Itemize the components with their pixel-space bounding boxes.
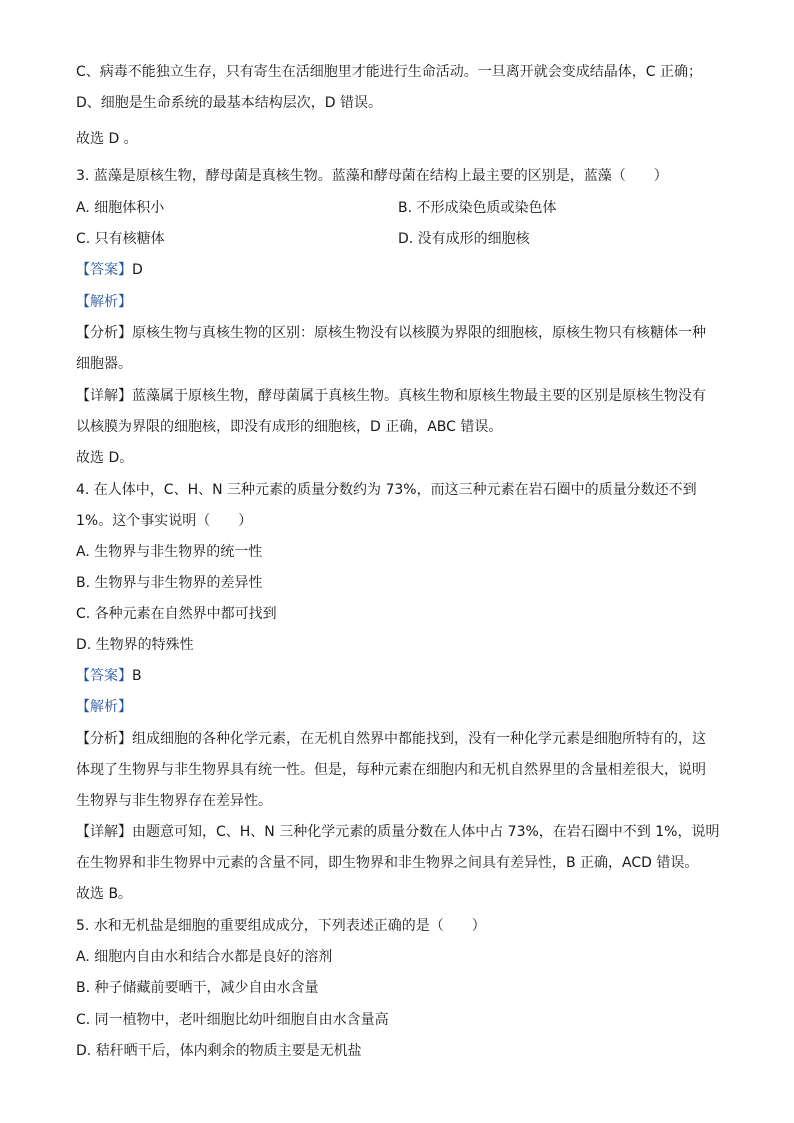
analysis-4-line — [76, 730, 706, 748]
question-5-option-a: A. 细胞内自由水和结合水都是良好的溶剂 — [76, 949, 333, 965]
analysis-3-line: 细胞器。 — [76, 356, 132, 372]
detail-4-line: 在生物界和非生物界中元素的含量不同，即生物界和非生物界之间具有差异性，B 正确，ACD 错误。 — [76, 855, 699, 871]
question-5-option-d: D. 秸秆晒干后，体内剩余的物质主要是无机盐 — [76, 1043, 362, 1059]
detail-4-line — [76, 823, 719, 841]
detail-4-line: 故选 B。 — [76, 886, 133, 902]
text-line: D、细胞是生命系统的最基本结构层次，D 错误。 — [76, 95, 383, 111]
question-4-option-d: D. 生物界的特殊性 — [76, 637, 194, 653]
analysis-text: 原核生物与真核生物的区别：原核生物没有以核膜为界限的细胞核，原核生物只有核糖体一种 — [132, 325, 706, 341]
answer-3 — [76, 261, 143, 279]
question-3-option-b: B. 不形成染色质或染色体 — [398, 200, 557, 216]
answer-tag: 【答案】 — [76, 262, 132, 278]
analysis-tag: 【分析】 — [76, 325, 132, 341]
detail-text: 由题意可知，C、H、N 三种化学元素的质量分数在人体中占 73%，在岩石圈中不到 1%，说明 — [132, 824, 720, 840]
question-3-option-a: A. 细胞体积小 — [76, 200, 165, 216]
question-5-option-b: B. 种子储藏前要晒干，减少自由水含量 — [76, 980, 319, 996]
analysis-3-line — [76, 324, 706, 342]
analysis-tag: 【分析】 — [76, 731, 132, 747]
answer-tag: 【答案】 — [76, 668, 132, 684]
answer-value: B — [132, 668, 142, 684]
question-5-option-c: C. 同一植物中，老叶细胞比幼叶细胞自由水含量高 — [76, 1012, 389, 1028]
analysis-4-line: 体现了生物界与非生物界具有统一性。但是，每种元素在细胞内和无机自然界里的含量相差很大，说明 — [76, 762, 706, 778]
analysis-text: 组成细胞的各种化学元素，在无机自然界中都能找到，没有一种化学元素是细胞所特有的，这 — [132, 731, 706, 747]
detail-3-line: 以核膜为界限的细胞核，即没有成形的细胞核，D 正确，ABC 错误。 — [76, 419, 503, 435]
detail-text: 蓝藻属于原核生物，酵母菌属于真核生物。真核生物和原核生物最主要的区别是原核生物没有 — [132, 388, 706, 404]
question-4-option-b: B. 生物界与非生物界的差异性 — [76, 575, 263, 591]
detail-3-line: 故选 D。 — [76, 450, 134, 466]
question-3-stem: 3. 蓝藻是原核生物，酵母菌是真核生物。蓝藻和酵母菌在结构上最主要的区别是，蓝藻（ ） — [76, 168, 668, 184]
detail-3-line — [76, 387, 706, 405]
question-4-stem: 1%。这个事实说明（ ） — [76, 513, 253, 529]
detail-tag: 【详解】 — [76, 824, 132, 840]
question-4-option-a: A. 生物界与非生物界的统一性 — [76, 544, 263, 560]
question-5-stem: 5. 水和无机盐是细胞的重要组成成分，下列表述正确的是（ ） — [76, 918, 486, 934]
detail-tag: 【详解】 — [76, 388, 132, 404]
question-4-stem: 4. 在人体中，C、H、N 三种元素的质量分数约为 73%，而这三种元素在岩石圈中的质量分数还不到 — [76, 482, 697, 498]
question-3-option-d: D. 没有成形的细胞核 — [398, 231, 530, 247]
question-4-option-c: C. 各种元素在自然界中都可找到 — [76, 606, 277, 622]
text-line: 故选 D 。 — [76, 131, 138, 147]
text-line: C、病毒不能独立生存，只有寄生在活细胞里才能进行生命活动。一旦离开就会变成结晶体，C 正确； — [76, 64, 702, 80]
analysis-heading: 【解析】 — [76, 294, 132, 310]
answer-4 — [76, 667, 142, 685]
question-3-option-c: C. 只有核糖体 — [76, 231, 165, 247]
analysis-4-line: 生物界与非生物界存在差异性。 — [76, 793, 272, 809]
answer-value: D — [132, 262, 143, 278]
analysis-heading: 【解析】 — [76, 699, 132, 715]
